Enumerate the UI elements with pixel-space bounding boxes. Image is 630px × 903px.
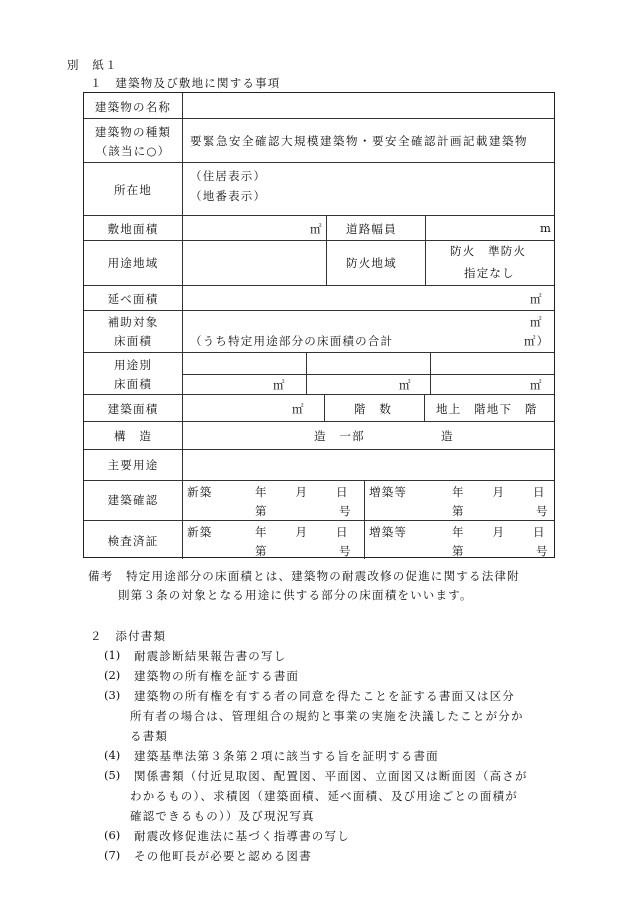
attachment-item-cont: 所有者の場合は、管理組合の規約と事業の実施を決議したことが分か bbox=[130, 709, 524, 723]
location-address-display: （住居表示） bbox=[190, 169, 267, 183]
structure-label: 構 造 bbox=[113, 429, 153, 443]
road-width-unit: m bbox=[540, 221, 553, 235]
attachment-item-num: (7) bbox=[104, 848, 121, 862]
inspect-ext-number-prefix: 第 bbox=[452, 544, 465, 558]
inspect-new-label: 新築 bbox=[187, 525, 213, 539]
attachment-item-num: (4) bbox=[104, 748, 121, 762]
confirm-ext-date: 年 月 日 bbox=[452, 485, 547, 499]
remarks-line-1: 備考 特定用途部分の床面積とは、建築物の耐震改修の促進に関する法律附 bbox=[88, 569, 520, 583]
building-type-hint: （該当に○） bbox=[95, 144, 171, 158]
site-area-unit: ㎡ bbox=[310, 222, 323, 236]
attachment-item: 建築物の所有権を証する書面 bbox=[134, 669, 300, 683]
site-area-label: 敷地面積 bbox=[107, 222, 159, 236]
use-zone-label: 用途地域 bbox=[107, 256, 159, 270]
annex-label: 別 紙１ bbox=[67, 58, 118, 72]
attachment-item-cont: 確認できるもの））及び現況写真 bbox=[130, 809, 315, 823]
attachment-item: 建築物の所有権を有する者の同意を得たことを証する書面又は区分 bbox=[134, 689, 515, 703]
attachment-item: 耐震改修促進法に基づく指導書の写し bbox=[134, 829, 350, 843]
fire-zone-none: 指定なし bbox=[464, 266, 515, 280]
building-confirmation-label: 建築確認 bbox=[107, 493, 159, 507]
location-lot-display: （地番表示） bbox=[190, 189, 267, 203]
confirm-ext-number-suffix: 号 bbox=[536, 504, 549, 518]
attachment-item-num: (1) bbox=[104, 648, 121, 662]
area-by-use-label: 用途別 bbox=[113, 358, 153, 372]
inspect-new-number-prefix: 第 bbox=[255, 544, 268, 558]
inspection-certificate-label: 検査済証 bbox=[107, 534, 159, 548]
confirm-new-number-suffix: 号 bbox=[339, 504, 352, 518]
road-width-label: 道路幅員 bbox=[346, 222, 397, 236]
building-area-unit: ㎡ bbox=[292, 402, 305, 416]
location-label: 所在地 bbox=[113, 183, 153, 197]
inspect-new-date: 年 月 日 bbox=[255, 525, 350, 539]
inspect-new-number-suffix: 号 bbox=[339, 544, 352, 558]
section1-title: １ 建築物及び敷地に関する事項 bbox=[90, 76, 281, 90]
building-info-form bbox=[83, 92, 555, 558]
inspect-ext-label: 増築等 bbox=[369, 525, 408, 539]
confirm-ext-number-prefix: 第 bbox=[452, 504, 465, 518]
inspect-ext-number-suffix: 号 bbox=[536, 544, 549, 558]
building-type-options: 要緊急安全確認大規模建築物・要安全確認計画記載建築物 bbox=[190, 134, 528, 148]
attachment-item-cont: わかるもの）、求積図（建築面積、延べ面積、及び用途ごとの面積が bbox=[130, 789, 518, 803]
remarks-line-2: 則第３条の対象となる用途に供する部分の床面積をいいます。 bbox=[118, 588, 473, 602]
area-by-use-label-2: 床面積 bbox=[113, 377, 153, 391]
total-floor-area-unit: ㎡ bbox=[530, 292, 543, 306]
confirm-new-label: 新築 bbox=[187, 485, 213, 499]
fire-zone-label: 防火地域 bbox=[346, 256, 397, 270]
area-by-use-unit-3: ㎡ bbox=[530, 378, 543, 392]
building-name-label: 建築物の名称 bbox=[94, 100, 172, 114]
attachment-item: 耐震診断結果報告書の写し bbox=[134, 649, 287, 663]
attachment-item-cont: る書類 bbox=[130, 729, 169, 743]
building-area-label: 建築面積 bbox=[107, 402, 159, 416]
area-by-use-unit-1: ㎡ bbox=[273, 378, 286, 392]
attachment-item: 建築基準法第３条第２項に該当する旨を証明する書面 bbox=[134, 749, 439, 763]
subsidy-area-note: （うち特定用途部分の床面積の合計 bbox=[190, 334, 394, 348]
section2-title: ２ 添付書類 bbox=[90, 629, 167, 643]
attachment-item: その他町長が必要と認める図書 bbox=[134, 849, 312, 863]
attachment-item-num: (5) bbox=[104, 768, 121, 782]
confirm-new-date: 年 月 日 bbox=[255, 485, 350, 499]
main-use-label: 主要用途 bbox=[107, 458, 159, 472]
area-by-use-unit-2: ㎡ bbox=[399, 378, 412, 392]
attachment-item-num: (3) bbox=[104, 688, 121, 702]
subsidy-area-unit: ㎡ bbox=[530, 315, 543, 329]
total-floor-area-label: 延べ面積 bbox=[107, 292, 159, 306]
subsidy-area-label: 補助対象 bbox=[107, 315, 159, 329]
structure-value: 造 一部 造 bbox=[314, 429, 454, 443]
fire-zone-options: 防火 準防火 bbox=[450, 244, 527, 258]
attachment-item: 関係書類（付近見取図、配置図、平面図、立面図又は断面図（高さが bbox=[134, 769, 528, 783]
attachment-item-num: (2) bbox=[104, 668, 121, 682]
confirm-ext-label: 増築等 bbox=[369, 485, 408, 499]
attachment-item-num: (6) bbox=[104, 828, 121, 842]
floors-value: 地上 階地下 階 bbox=[436, 402, 538, 416]
floors-label: 階 数 bbox=[354, 402, 393, 416]
confirm-new-number-prefix: 第 bbox=[255, 504, 268, 518]
subsidy-area-label-2: 床面積 bbox=[113, 334, 153, 348]
inspect-ext-date: 年 月 日 bbox=[452, 525, 547, 539]
building-type-label: 建築物の種類 bbox=[94, 125, 172, 139]
subsidy-area-note-unit: ㎡） bbox=[524, 334, 550, 348]
